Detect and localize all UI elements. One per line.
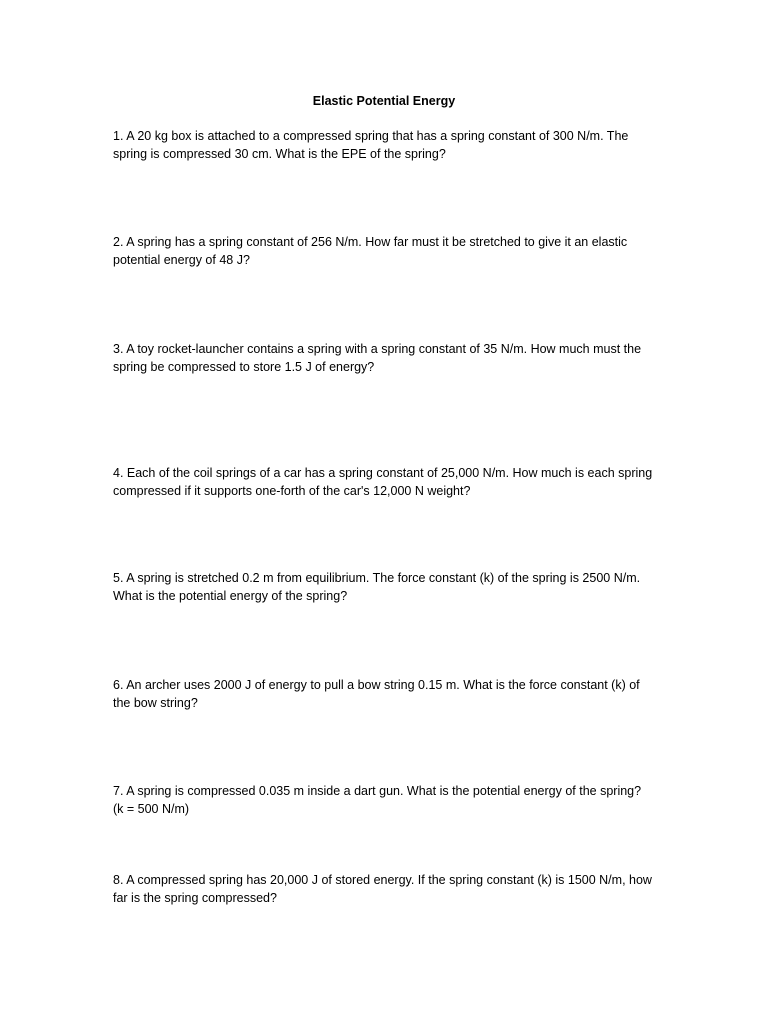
question-2-line-1: 2. A spring has a spring constant of 256 N/m. How far must it be stretched to give it an elastic	[113, 235, 628, 249]
question-5-line-1: 5. A spring is stretched 0.2 m from equilibrium. The force constant (k) of the spring is 2500 N/m.	[113, 571, 641, 585]
question-6	[113, 677, 663, 712]
question-4	[113, 465, 663, 500]
question-7	[113, 783, 663, 818]
question-5-line-2: What is the potential energy of the spring?	[113, 588, 348, 603]
question-6-line-2: the bow string?	[113, 695, 198, 710]
question-8-line-2: far is the spring compressed?	[113, 890, 277, 905]
question-7-line-1: 7. A spring is compressed 0.035 m inside a dart gun. What is the potential energy of the spring?	[113, 784, 642, 798]
question-1-line-1: 1. A 20 kg box is attached to a compressed spring that has a spring constant of 300 N/m. The	[113, 129, 629, 143]
question-3	[113, 341, 663, 376]
question-3-line-2: spring be compressed to store 1.5 J of energy?	[113, 359, 375, 374]
question-6-line-1: 6. An archer uses 2000 J of energy to pull a bow string 0.15 m. What is the force constant (k) of	[113, 678, 640, 692]
question-5	[113, 570, 663, 605]
question-3-line-1: 3. A toy rocket-launcher contains a spring with a spring constant of 35 N/m. How much must the	[113, 342, 642, 356]
question-4-line-1: 4. Each of the coil springs of a car has a spring constant of 25,000 N/m. How much is each spring	[113, 466, 653, 480]
question-2	[113, 234, 663, 269]
page-title: Elastic Potential Energy	[312, 94, 456, 108]
question-8-line-1: 8. A compressed spring has 20,000 J of stored energy. If the spring constant (k) is 1500 N/m, how	[113, 873, 652, 887]
question-1	[113, 128, 663, 163]
question-8	[113, 872, 663, 907]
question-2-line-2: potential energy of 48 J?	[113, 252, 250, 267]
question-4-line-2: compressed if it supports one-forth of the car's 12,000 N weight?	[113, 483, 471, 498]
question-1-line-2: spring is compressed 30 cm. What is the EPE of the spring?	[113, 146, 446, 161]
question-7-line-2: (k = 500 N/m)	[113, 801, 190, 816]
